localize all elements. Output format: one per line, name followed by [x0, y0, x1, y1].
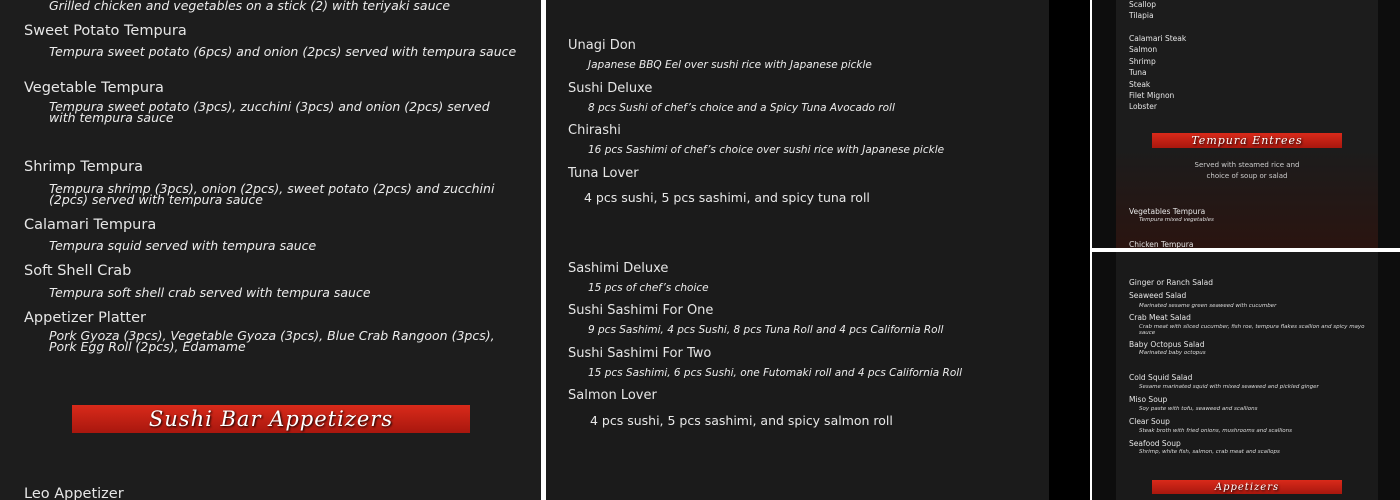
- item-title-seafood-soup: Seafood Soup: [1129, 439, 1181, 448]
- item-title-vegetables-tempura: Vegetables Tempura: [1129, 207, 1206, 216]
- item-desc: Tempura sweet potato (6pcs) and onion (2pcs) served with tempura sauce: [49, 44, 517, 59]
- list-item: Scallop: [1129, 0, 1156, 9]
- item-title-salmon-lover: Salmon Lover: [568, 388, 657, 403]
- panel-gap: [1049, 0, 1090, 500]
- section-note: choice of soup or salad: [1206, 172, 1288, 180]
- item-title-soft-shell-crab: Soft Shell Crab: [24, 263, 132, 279]
- section-note: Served with steamed rice and: [1194, 161, 1300, 169]
- item-title-miso-soup: Miso Soup: [1129, 395, 1168, 404]
- list-item: Tilapia: [1129, 11, 1154, 20]
- list-item: Shrimp: [1129, 57, 1156, 66]
- item-desc: Tempura mixed vegetables: [1139, 217, 1214, 223]
- item-title-leo-appetizer: Leo Appetizer: [24, 486, 124, 500]
- item-desc: Tempura soft shell crab served with tempura sauce: [49, 285, 371, 300]
- section-banner-tempura-entrees: Tempura Entrees: [1152, 133, 1342, 148]
- section-banner-sushi-bar-appetizers: Sushi Bar Appetizers: [72, 405, 470, 433]
- menu-panel-tempura: [0, 0, 541, 500]
- item-desc: 8 pcs Sushi of chef’s choice and a Spicy Tuna Avocado roll: [588, 102, 895, 114]
- item-desc: 9 pcs Sashimi, 4 pcs Sushi, 8 pcs Tuna Roll and 4 pcs California Roll: [588, 324, 944, 336]
- list-item: Salmon: [1129, 45, 1158, 54]
- item-desc: Grilled chicken and vegetables on a stick (2) with teriyaki sauce: [49, 0, 451, 13]
- item-title-appetizer-platter: Appetizer Platter: [24, 310, 146, 326]
- menu-panel-appetizers-salads: [1092, 252, 1400, 500]
- menu-page: [1116, 252, 1378, 500]
- item-title-calamari-tempura: Calamari Tempura: [24, 217, 157, 233]
- item-title-baby-octopus-salad: Baby Octopus Salad: [1129, 340, 1205, 349]
- item-desc: Soy paste with tofu, seaweed and scallions: [1139, 406, 1258, 412]
- item-title-tuna-lover: Tuna Lover: [568, 166, 639, 181]
- item-title-seaweed-salad: Seaweed Salad: [1129, 291, 1187, 300]
- item-desc: Tempura squid served with tempura sauce: [49, 238, 317, 253]
- item-desc: Tempura sweet potato (3pcs), zucchini (3pcs) and onion (2pcs) served with tempura sauce: [49, 99, 490, 125]
- item-desc: Steak broth with fried onions, mushrooms and scallions: [1139, 428, 1293, 434]
- list-item: Steak: [1129, 80, 1151, 89]
- item-desc: Marinated baby octopus: [1139, 350, 1206, 356]
- menu-panel-tempura-entrees: [1092, 0, 1400, 248]
- list-item: Lobster: [1129, 102, 1157, 111]
- item-title-clear-soup: Clear Soup: [1129, 417, 1170, 426]
- item-desc: Sesame marinated squid with mixed seaweed and pickled ginger: [1139, 384, 1319, 390]
- section-banner-appetizers: Appetizers: [1152, 480, 1342, 494]
- item-desc: 15 pcs Sashimi, 6 pcs Sushi, one Futomaki roll and 4 pcs California Roll: [588, 367, 963, 379]
- item-desc: 4 pcs sushi, 5 pcs sashimi, and spicy salmon roll: [590, 413, 893, 428]
- item-desc: 4 pcs sushi, 5 pcs sashimi, and spicy tuna roll: [584, 190, 870, 205]
- list-item: Tuna: [1129, 68, 1147, 77]
- item-desc: Marinated sesame green seaweed with cucumber: [1139, 303, 1277, 309]
- list-item: Filet Mignon: [1129, 91, 1175, 100]
- item-desc: Shrimp, white fish, salmon, crab meat and scallops: [1139, 449, 1280, 455]
- item-desc: Tempura shrimp (3pcs), onion (2pcs), sweet potato (2pcs) and zucchini (2pcs) served with tempura sauce: [49, 181, 495, 207]
- item-desc: Japanese BBQ Eel over sushi rice with Japanese pickle: [588, 59, 872, 71]
- menu-panel-sushi-combos: [546, 0, 1049, 500]
- item-title-vegetable-tempura: Vegetable Tempura: [24, 80, 164, 96]
- item-title-sushi-sashimi-for-one: Sushi Sashimi For One: [568, 303, 714, 318]
- list-item: Calamari Steak: [1129, 34, 1187, 43]
- item-title-ginger-or-ranch-salad: Ginger or Ranch Salad: [1129, 278, 1214, 287]
- item-title-sashimi-deluxe: Sashimi Deluxe: [568, 261, 669, 276]
- item-title-shrimp-tempura: Shrimp Tempura: [24, 159, 144, 175]
- item-title-sushi-deluxe: Sushi Deluxe: [568, 81, 653, 96]
- item-title-sushi-sashimi-for-two: Sushi Sashimi For Two: [568, 346, 712, 361]
- item-desc: Crab meat with sliced cucumber, fish roe, tempura flakes scallion and spicy mayo sauce: [1139, 324, 1365, 336]
- item-desc: 15 pcs of chef’s choice: [588, 282, 709, 294]
- item-title-sweet-potato-tempura: Sweet Potato Tempura: [24, 23, 187, 39]
- item-title-unagi-don: Unagi Don: [568, 38, 636, 53]
- item-title-chirashi: Chirashi: [568, 123, 621, 138]
- item-title-cold-squid-salad: Cold Squid Salad: [1129, 373, 1193, 382]
- item-desc: 16 pcs Sashimi of chef’s choice over sushi rice with Japanese pickle: [588, 144, 945, 156]
- menu-page: [1116, 0, 1378, 248]
- item-title-chicken-tempura: Chicken Tempura: [1129, 240, 1194, 248]
- item-title-crab-meat-salad: Crab Meat Salad: [1129, 313, 1191, 322]
- item-desc: Pork Gyoza (3pcs), Vegetable Gyoza (3pcs), Blue Crab Rangoon (3pcs), Pork Egg Roll (2pcs), Edamame: [49, 328, 495, 354]
